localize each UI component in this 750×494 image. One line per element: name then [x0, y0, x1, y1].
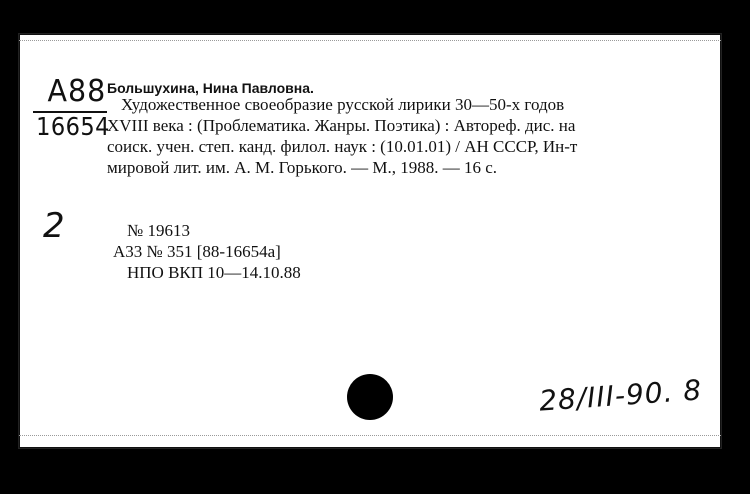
- call-number-line2: 16654: [36, 112, 110, 141]
- accession-code: А33 № 351 [88-16654а]: [113, 242, 281, 261]
- handwritten-mark: 2: [43, 206, 65, 246]
- bottom-dotted-line: [19, 435, 721, 436]
- author-heading: Большухина, Нина Павловна.: [107, 80, 314, 96]
- catalog-card: [18, 33, 722, 449]
- top-dotted-line: [19, 40, 721, 41]
- handwritten-date-signature: 28/III-90. 8: [538, 373, 704, 418]
- publisher-line: НПО ВКП 10—14.10.88: [127, 263, 301, 282]
- description-line: соиск. учен. степ. канд. филол. наук : (10.01.01) / АН СССР, Ин-т: [107, 137, 578, 156]
- description-line: XVIII века : (Проблематика. Жанры. Поэтика) : Автореф. дис. на: [107, 116, 576, 135]
- punch-hole: [347, 374, 393, 420]
- description-line: Художественное своеобразие русской лирики 30—50-х годов: [121, 95, 565, 114]
- bibliographic-description: [107, 94, 687, 178]
- accession-block: [113, 220, 301, 283]
- description-line: мировой лит. им. А. М. Горького. — М., 1988. — 16 с.: [107, 158, 498, 177]
- accession-number: № 19613: [127, 221, 190, 240]
- call-number-line1: A88: [47, 74, 107, 109]
